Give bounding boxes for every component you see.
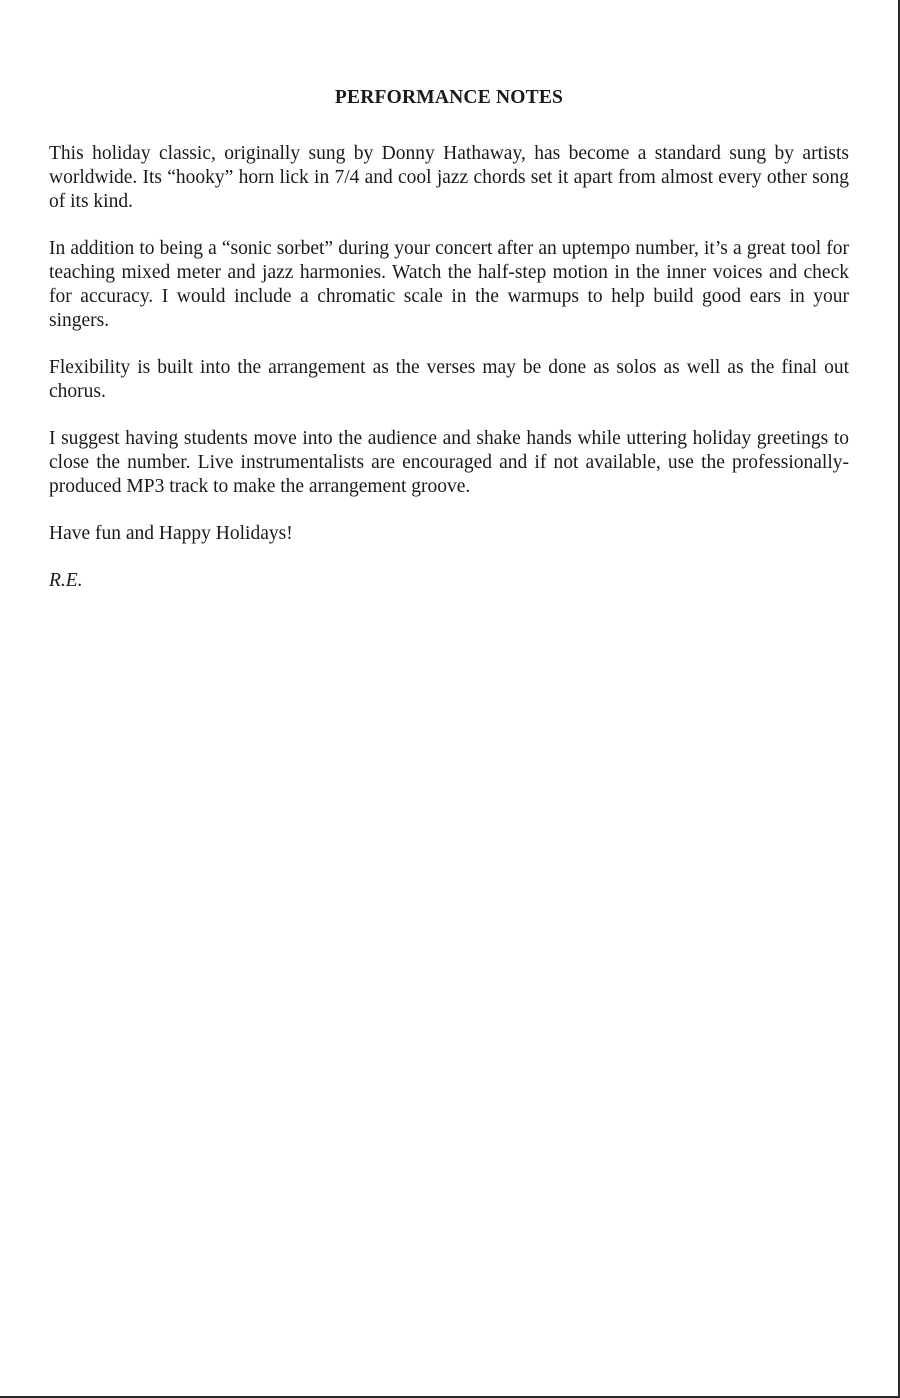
paragraph-intro: This holiday classic, originally sung by Donny Hathaway, has become a standard sung by artists worldwide. Its “hooky” horn lick in 7/4 and cool jazz chords set it apart from almost every other song of its kind. xyxy=(49,142,849,212)
signature: R.E. xyxy=(49,569,83,591)
paragraph-flexibility: Flexibility is built into the arrangement as the verses may be done as solos as well as the final out chorus. xyxy=(49,356,849,402)
page-title: PERFORMANCE NOTES xyxy=(334,87,564,108)
document-body xyxy=(49,88,849,593)
paragraph-closing: Have fun and Happy Holidays! xyxy=(49,522,293,544)
paragraph-teaching: In addition to being a “sonic sorbet” during your concert after an uptempo number, it’s a great tool for teaching mixed meter and jazz harmonies. Watch the half-step motion in the inner voices and check for accuracy. I would include a chromatic scale in the warmups to help build good ears in your singers. xyxy=(49,237,849,331)
paragraph-suggestion: I suggest having students move into the audience and shake hands while uttering holiday greetings to close the number. Live instrumentalists are encouraged and if not available, use the professionally-produced MP3 track to make the arrangement groove. xyxy=(49,427,849,497)
